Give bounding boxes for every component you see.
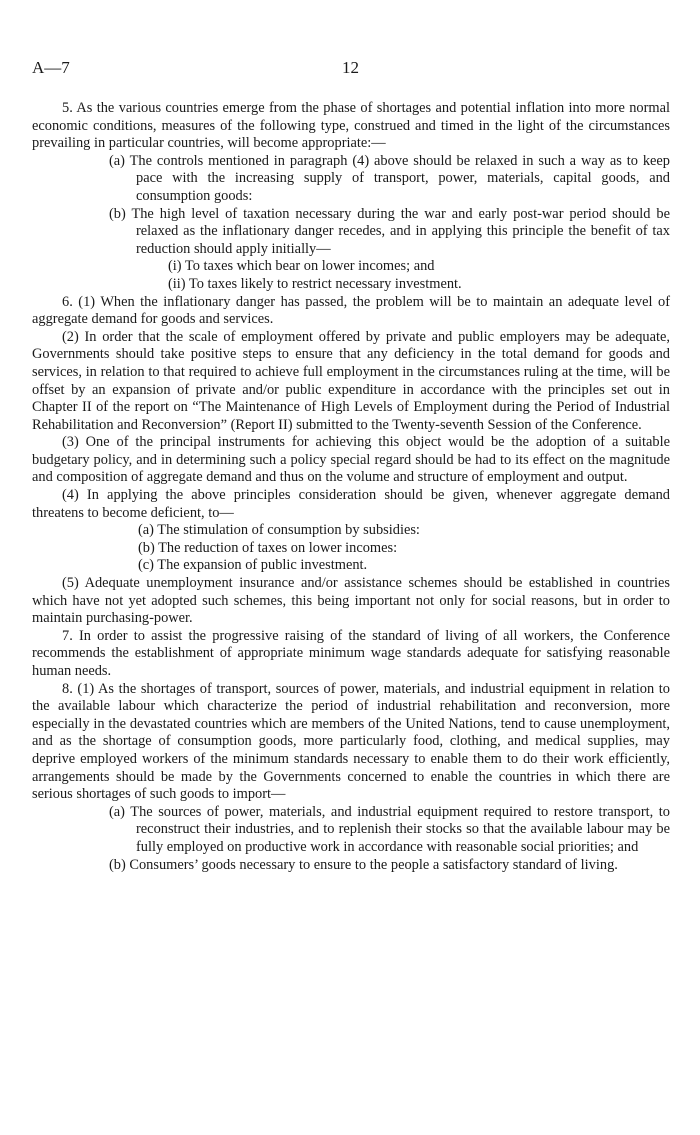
paragraph-5: 5. As the various countries emerge from the phase of shortages and potential inflation into more normal economic conditions, measures of the following type, construed and timed in the light of the circumstances prevailing in particular countries, will become appropriate:—	[32, 100, 670, 152]
paragraph-5b-i: (i) To taxes which bear on lower incomes; and	[168, 258, 435, 275]
paragraph-7: 7. In order to assist the progressive raising of the standard of living of all workers, the Conference recommends the establishment of appropriate minimum wage standards adequate for satisfying reasonable human needs.	[32, 627, 670, 679]
paragraph-5b-ii: (ii) To taxes likely to restrict necessary investment.	[168, 275, 462, 292]
paragraph-8-1: 8. (1) As the shortages of transport, sources of power, materials, and industrial equipment in relation to the available labour which characterize the period of industrial rehabilitation and reconversion, more especially in the devastated countries which are members of the United Nations, tend to cause unemployment, and as the shortage of consumption goods, more particularly food, clothing, and medical supplies, may deprive employed workers of the minimum standards necessary to enable them to do their work efficiently, arrangements should be made by the Governments concerned to enable the countries in which there are serious shortages of such goods to import—	[32, 680, 670, 803]
paragraph-6-4b: (b) The reduction of taxes on lower incomes:	[138, 539, 398, 556]
paragraph-6-4a: (a) The stimulation of consumption by subsidies:	[138, 522, 420, 539]
paragraph-6-2: (2) In order that the scale of employment offered by private and public employers may be adequate, Governments should take positive steps to ensure that any deficiency in the total demand for goods and services, in relation to that required to achieve full employment in the circumstances ruling at the time, will be offset by an expansion of private and/or public expenditure in accordance with the principles set out in Chapter II of the report on “The Maintenance of High Levels of Employment during the Period of Industrial Rehabilitation and Reconversion” (Report II) submitted to the Twenty-seventh Session of the Conference.	[32, 328, 670, 433]
paragraph-8-1a: (a) The sources of power, materials, and industrial equipment required to restore transport, to reconstruct their industries, and to replenish their stocks so that the available labour may be fully employed on productive work in accordance with reasonable social priorities; and	[109, 803, 670, 855]
paragraph-5b: (b) The high level of taxation necessary during the war and early post-war period should be relaxed as the inflationary danger recedes, and in applying this principle the benefit of tax reduction should apply initially—	[109, 205, 670, 257]
page-header	[32, 58, 668, 82]
page-number: 12	[342, 58, 359, 77]
paragraph-6-1: 6. (1) When the inflationary danger has passed, the problem will be to maintain an adequate level of aggregate demand for goods and services.	[32, 293, 670, 328]
section-code: A—7	[32, 58, 70, 77]
paragraph-6-5: (5) Adequate unemployment insurance and/or assistance schemes should be established in countries which have not yet adopted such schemes, this being important not only for social reasons, but in order to maintain purchasing-power.	[32, 575, 670, 627]
paragraph-6-4c: (c) The expansion of public investment.	[138, 557, 368, 574]
paragraph-6-4: (4) In applying the above principles consideration should be given, whenever aggregate demand threatens to become deficient, to—	[32, 487, 670, 521]
paragraph-8-1b: (b) Consumers’ goods necessary to ensure to the people a satisfactory standard of living.	[109, 856, 618, 873]
paragraph-5a: (a) The controls mentioned in paragraph (4) above should be relaxed in such a way as to keep pace with the increasing supply of transport, power, materials, capital goods, and consumption goods:	[109, 152, 670, 204]
document-body	[32, 100, 670, 874]
paragraph-6-3: (3) One of the principal instruments for achieving this object would be the adoption of a suitable budgetary policy, and in determining such a policy special regard should be had to its effect on the magnitude and composition of aggregate demand and thus on the volume and structure of employment and output.	[32, 434, 670, 486]
